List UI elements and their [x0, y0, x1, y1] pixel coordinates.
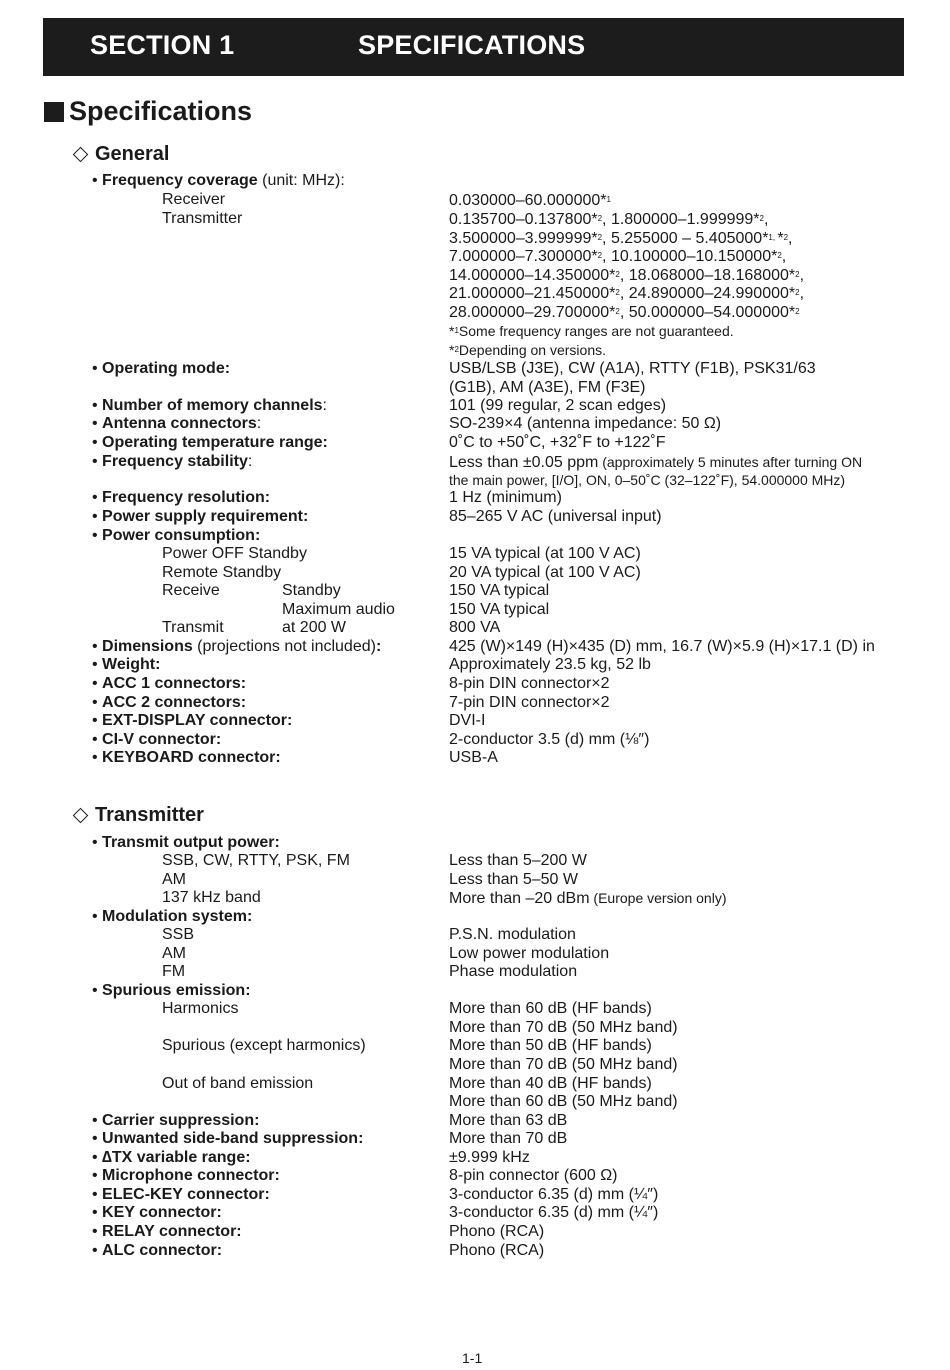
spec-row	[0, 945, 950, 964]
footnote-ref: 2	[615, 269, 620, 279]
spec-value: USB-A	[449, 749, 498, 766]
stability-note: the main power, [I/O], ON, 0–50˚C (32–122˚F), 54.000000 MHz)	[449, 472, 846, 488]
diamond-icon	[73, 147, 89, 163]
spec-label: • Power supply requirement:	[92, 508, 309, 525]
alc-label: ALC connector:	[102, 1242, 223, 1259]
spec-sublabel: Transmit	[162, 619, 224, 636]
spec-value: USB/LSB (J3E), CW (A1A), RTTY (F1B), PSK31/63	[449, 360, 816, 377]
spec-value	[449, 453, 862, 473]
acc1-label: ACC 1 connectors:	[102, 675, 247, 692]
resolution-label: Frequency resolution:	[102, 489, 271, 506]
spec-label: • ELEC-KEY connector:	[92, 1186, 270, 1203]
elec-key-label: ELEC-KEY connector:	[102, 1186, 270, 1203]
spec-sublabel: Transmitter	[162, 210, 243, 227]
spec-label: • ALC connector:	[92, 1242, 223, 1259]
tx-frequency-row	[0, 266, 950, 285]
spec-sublabel: Receive	[162, 582, 220, 599]
spec-row	[0, 1186, 950, 1205]
spec-value: More than 70 dB (50 MHz band)	[449, 1056, 678, 1073]
general-heading-text: General	[95, 143, 170, 165]
spec-label: • ACC 2 connectors:	[92, 694, 247, 711]
stability-note: (approximately 5 minutes after turning ON	[598, 454, 863, 470]
spec-sublabel: at 200 W	[282, 619, 347, 636]
spec-value: Phono (RCA)	[449, 1223, 545, 1240]
frequency-range-text: , 5.255000 – 5.405000*	[602, 229, 769, 247]
frequency-range-text: 0.135700–0.137800*	[449, 211, 598, 228]
consumption-label: Power consumption:	[102, 527, 261, 544]
spec-row	[0, 963, 950, 982]
spec-value: 7-pin DIN connector×2	[449, 694, 610, 711]
spec-row	[0, 1242, 950, 1261]
spec-value: P.S.N. modulation	[449, 926, 576, 943]
stability-value: Less than ±0.05 ppm	[449, 454, 599, 471]
spec-value: 3-conductor 6.35 (d) mm (¼″)	[449, 1186, 659, 1203]
frequency-range-text: , 18.068000–18.168000*	[619, 266, 796, 284]
frequency-range-text: ,	[781, 248, 787, 266]
spec-row	[0, 1093, 950, 1112]
spec-value: 101 (99 regular, 2 scan edges)	[449, 397, 667, 414]
spec-label: • Modulation system:	[92, 908, 253, 925]
spec-sublabel: Standby	[282, 582, 341, 599]
spec-row	[0, 415, 950, 434]
tx-frequency-value	[449, 247, 786, 267]
frequency-range-text: , 24.890000–24.990000*	[619, 285, 796, 303]
spec-value: More than 60 dB (HF bands)	[449, 1000, 652, 1017]
spec-label: • Operating mode:	[92, 360, 231, 377]
spec-value: 150 VA typical	[449, 582, 550, 599]
frequency-range-text: , 10.100000–10.150000*	[602, 248, 778, 266]
spec-label: • Unwanted side-band suppression:	[92, 1130, 364, 1147]
footnote-1	[449, 322, 734, 341]
spec-sublabel: Harmonics	[162, 1000, 239, 1017]
tx-frequency-value	[449, 266, 804, 286]
spec-value: More than 70 dB	[449, 1130, 568, 1147]
spec-row	[0, 908, 950, 927]
frequency-range-text: ,	[788, 229, 793, 247]
footnote-ref: 2	[454, 345, 459, 354]
temp-label: Operating temperature range:	[102, 434, 328, 451]
spec-value: Phase modulation	[449, 963, 578, 980]
relay-label: RELAY connector:	[102, 1223, 242, 1240]
spec-value: 425 (W)×149 (H)×435 (D) mm, 16.7 (W)×5.9 (H)×17.1 (D) in	[449, 638, 875, 655]
spec-sublabel: Maximum audio	[282, 601, 395, 618]
dtx-label: ∆TX variable range:	[102, 1149, 251, 1166]
spec-value: 800 VA	[449, 619, 501, 636]
diamond-icon	[73, 808, 89, 824]
spec-label: • Spurious emission:	[92, 982, 251, 999]
spec-label: • ACC 1 connectors:	[92, 675, 247, 692]
spec-row	[0, 471, 950, 490]
section-title: SPECIFICATIONS	[358, 30, 586, 60]
weight-label: Weight:	[102, 656, 161, 673]
frequency-range-text: ,	[799, 266, 805, 284]
spec-row	[0, 1000, 950, 1019]
spec-row	[0, 731, 950, 750]
khz-note: (Europe version only)	[589, 890, 727, 906]
spec-value: DVI-I	[449, 712, 486, 729]
black-square-icon	[44, 102, 64, 122]
spec-sublabel: FM	[162, 963, 186, 980]
modulation-label: Modulation system:	[102, 908, 253, 925]
spec-label: • Microphone connector:	[92, 1167, 280, 1184]
spec-label: • Dimensions (projections not included):	[92, 638, 382, 655]
spec-value: 2-conductor 3.5 (d) mm (⅛″)	[449, 731, 650, 748]
spec-row	[0, 675, 950, 694]
spec-row	[0, 749, 950, 768]
frequency-range-text: ,	[799, 285, 805, 303]
spec-label: • CI-V connector:	[92, 731, 222, 748]
spec-row	[0, 638, 950, 657]
dimensions-label: Dimensions	[102, 638, 193, 655]
spec-label: • ∆TX variable range:	[92, 1149, 251, 1166]
footnote-ref: 2	[597, 214, 603, 223]
spec-row	[0, 527, 950, 546]
spec-label: • EXT-DISPLAY connector:	[92, 712, 293, 729]
carrier-label: Carrier suppression:	[102, 1112, 260, 1129]
spec-value: SO-239×4 (antenna impedance: 50 Ω)	[449, 415, 722, 432]
spec-row	[0, 322, 950, 341]
spec-value: Less than 5–200 W	[449, 852, 587, 869]
footnote-ref: 2	[777, 251, 782, 261]
spec-row	[0, 1075, 950, 1094]
spec-value: More than 70 dB (50 MHz band)	[449, 1019, 678, 1036]
spec-row	[0, 926, 950, 945]
keyboard-label: KEYBOARD connector:	[102, 749, 281, 766]
spec-sublabel: Out of band emission	[162, 1075, 314, 1092]
spec-value: 15 VA typical (at 100 V AC)	[449, 545, 641, 562]
spec-sublabel: Remote Standby	[162, 564, 282, 581]
spec-sublabel: 137 kHz band	[162, 889, 261, 906]
spurious-label: Spurious emission:	[102, 982, 251, 999]
spec-row	[0, 1130, 950, 1149]
antenna-label: Antenna connectors	[102, 415, 257, 432]
tx-frequency-value	[449, 284, 804, 304]
spec-row	[0, 889, 950, 908]
page-heading-text: Specifications	[69, 96, 253, 126]
spec-row	[0, 545, 950, 564]
spec-value: More than 40 dB (HF bands)	[449, 1075, 652, 1092]
spec-value: More than 50 dB (HF bands)	[449, 1037, 652, 1054]
spec-sublabel: Power OFF Standby	[162, 545, 307, 562]
spec-label: • KEY connector:	[92, 1204, 222, 1221]
freq-unit: (unit: MHz):	[257, 172, 345, 189]
section-number: SECTION 1	[90, 30, 235, 60]
spec-value: 150 VA typical	[449, 601, 550, 618]
spec-value: 85–265 V AC (universal input)	[449, 508, 662, 525]
general-heading	[72, 143, 169, 166]
spec-row	[0, 582, 950, 601]
footnote-2	[449, 341, 606, 360]
tx-frequency-row	[0, 247, 950, 266]
spec-label: • Antenna connectors:	[92, 415, 262, 432]
spec-value: 20 VA typical (at 100 V AC)	[449, 564, 641, 581]
tx-frequency-row	[0, 284, 950, 303]
spec-row	[0, 397, 950, 416]
footnote-ref: 2	[795, 288, 800, 298]
spec-label: • Frequency stability:	[92, 453, 253, 470]
footnote-ref: 1	[606, 195, 611, 204]
spec-row	[0, 1167, 950, 1186]
frequency-range-text: 28.000000–29.700000*	[449, 304, 616, 321]
spec-row	[0, 453, 950, 472]
footnote-ref: 2	[597, 232, 603, 242]
spec-row	[0, 489, 950, 508]
stability-label: Frequency stability	[102, 453, 248, 470]
spec-row	[0, 1056, 950, 1075]
footnote-ref: 2	[759, 214, 764, 223]
spec-label: • Power consumption:	[92, 527, 261, 544]
spec-value: Low power modulation	[449, 945, 610, 962]
spec-value: Phono (RCA)	[449, 1242, 545, 1259]
memory-label: Number of memory channels	[102, 397, 323, 414]
spec-value: Less than 5–50 W	[449, 871, 578, 888]
frequency-range-text: , 50.000000–54.000000*	[619, 304, 796, 321]
civ-label: CI-V connector:	[102, 731, 222, 748]
tx-frequency-value	[449, 210, 768, 230]
footnote-ref: 1,	[768, 232, 778, 242]
spec-value: 1 Hz (minimum)	[449, 489, 562, 506]
spec-value: 3-conductor 6.35 (d) mm (¼″)	[449, 1204, 659, 1221]
spec-label: • KEYBOARD connector:	[92, 749, 281, 766]
footnote-ref: 2	[597, 251, 603, 261]
spec-row	[0, 834, 950, 853]
section-header-bar	[43, 18, 904, 76]
spec-row	[0, 434, 950, 453]
spec-value: ±9.999 kHz	[449, 1149, 530, 1166]
footnote-star: *	[449, 323, 455, 339]
spec-row	[0, 360, 950, 379]
spec-sublabel: SSB	[162, 926, 195, 943]
spec-row	[0, 601, 950, 620]
footnote-text: Some frequency ranges are not guaranteed.	[458, 323, 734, 339]
spec-value	[449, 191, 611, 211]
spec-row	[0, 694, 950, 713]
transmitter-heading-text: Transmitter	[95, 804, 204, 826]
spec-row	[0, 379, 950, 398]
spec-row	[0, 1037, 950, 1056]
footnote-text: Depending on versions.	[458, 342, 607, 358]
frequency-range-text: 21.000000–21.450000*	[449, 285, 616, 303]
frequency-range-text: 3.500000–3.999999*	[449, 229, 598, 247]
frequency-range-text: 7.000000–7.300000*	[449, 248, 598, 266]
spec-value	[449, 889, 726, 909]
spec-row	[0, 508, 950, 527]
spec-row	[0, 564, 950, 583]
spec-row	[0, 1149, 950, 1168]
tx-frequency-value	[449, 303, 800, 323]
mic-label: Microphone connector:	[102, 1167, 280, 1184]
spec-row	[0, 191, 950, 210]
spec-label: • Weight:	[92, 656, 161, 673]
tx-frequency-value	[449, 229, 792, 249]
spec-value: 8-pin DIN connector×2	[449, 675, 610, 692]
footnote-ref: 2	[615, 307, 620, 316]
spec-sublabel: AM	[162, 945, 186, 962]
transmitter-heading	[72, 804, 204, 827]
khz-value: More than –20 dBm	[449, 890, 590, 907]
spec-row	[0, 1112, 950, 1131]
acc2-label: ACC 2 connectors:	[102, 694, 247, 711]
spec-row	[0, 656, 950, 675]
output-power-label: Transmit output power:	[102, 834, 280, 851]
spec-row	[0, 619, 950, 638]
spec-label: • Carrier suppression:	[92, 1112, 260, 1129]
tx-frequency-row	[0, 210, 950, 229]
frequency-range-text: ,	[763, 211, 769, 228]
opmode-label: Operating mode:	[102, 360, 231, 377]
spec-value: (G1B), AM (A3E), FM (F3E)	[449, 379, 646, 396]
spec-row	[0, 1223, 950, 1242]
spec-label: • Transmit output power:	[92, 834, 280, 851]
freq-label: Frequency coverage	[102, 172, 258, 189]
dimensions-note: (projections not included)	[192, 638, 376, 655]
key-label: KEY connector:	[102, 1204, 222, 1221]
spec-value: More than 63 dB	[449, 1112, 568, 1129]
unwanted-label: Unwanted side-band suppression:	[102, 1130, 364, 1147]
spec-row	[0, 712, 950, 731]
spec-sublabel: Receiver	[162, 191, 226, 208]
spec-label: • Operating temperature range:	[92, 434, 328, 451]
spec-row	[0, 341, 950, 360]
spec-label: • Frequency coverage (unit: MHz):	[92, 172, 345, 189]
footnote-ref: 2	[783, 232, 789, 242]
spec-row	[0, 172, 950, 191]
frequency-range-text: 14.000000–14.350000*	[449, 266, 616, 284]
spec-value: More than 60 dB (50 MHz band)	[449, 1093, 678, 1110]
frequency-range-text: , 1.800000–1.999999*	[602, 211, 760, 228]
spec-value: 8-pin connector (600 Ω)	[449, 1167, 618, 1184]
footnote-ref: 1	[454, 326, 459, 335]
footnote-star: *	[449, 342, 455, 358]
spec-label: • Number of memory channels:	[92, 397, 327, 414]
spec-sublabel: SSB, CW, RTTY, PSK, FM	[162, 852, 350, 869]
footnote-ref: 2	[615, 288, 620, 298]
page-number: 1-1	[462, 1350, 483, 1366]
footnote-ref: 2	[795, 269, 800, 279]
tx-frequency-row	[0, 303, 950, 322]
ext-display-label: EXT-DISPLAY connector:	[102, 712, 293, 729]
receiver-value: 0.030000–60.000000*	[449, 192, 607, 209]
spec-label: • Frequency resolution:	[92, 489, 271, 506]
spec-sublabel: AM	[162, 871, 186, 888]
spec-row	[0, 1204, 950, 1223]
page-heading	[44, 96, 252, 127]
spec-row	[0, 1019, 950, 1038]
spec-label: • RELAY connector:	[92, 1223, 242, 1240]
footnote-ref: 2	[795, 307, 800, 316]
spec-row	[0, 982, 950, 1001]
spec-value: 0˚C to +50˚C, +32˚F to +122˚F	[449, 434, 666, 451]
spec-row	[0, 852, 950, 871]
tx-frequency-row	[0, 229, 950, 248]
spec-sublabel: Spurious (except harmonics)	[162, 1037, 366, 1054]
power-supply-label: Power supply requirement:	[102, 508, 309, 525]
spec-row	[0, 871, 950, 890]
spec-value: Approximately 23.5 kg, 52 lb	[449, 656, 651, 673]
frequency-range-text: *	[777, 229, 784, 247]
